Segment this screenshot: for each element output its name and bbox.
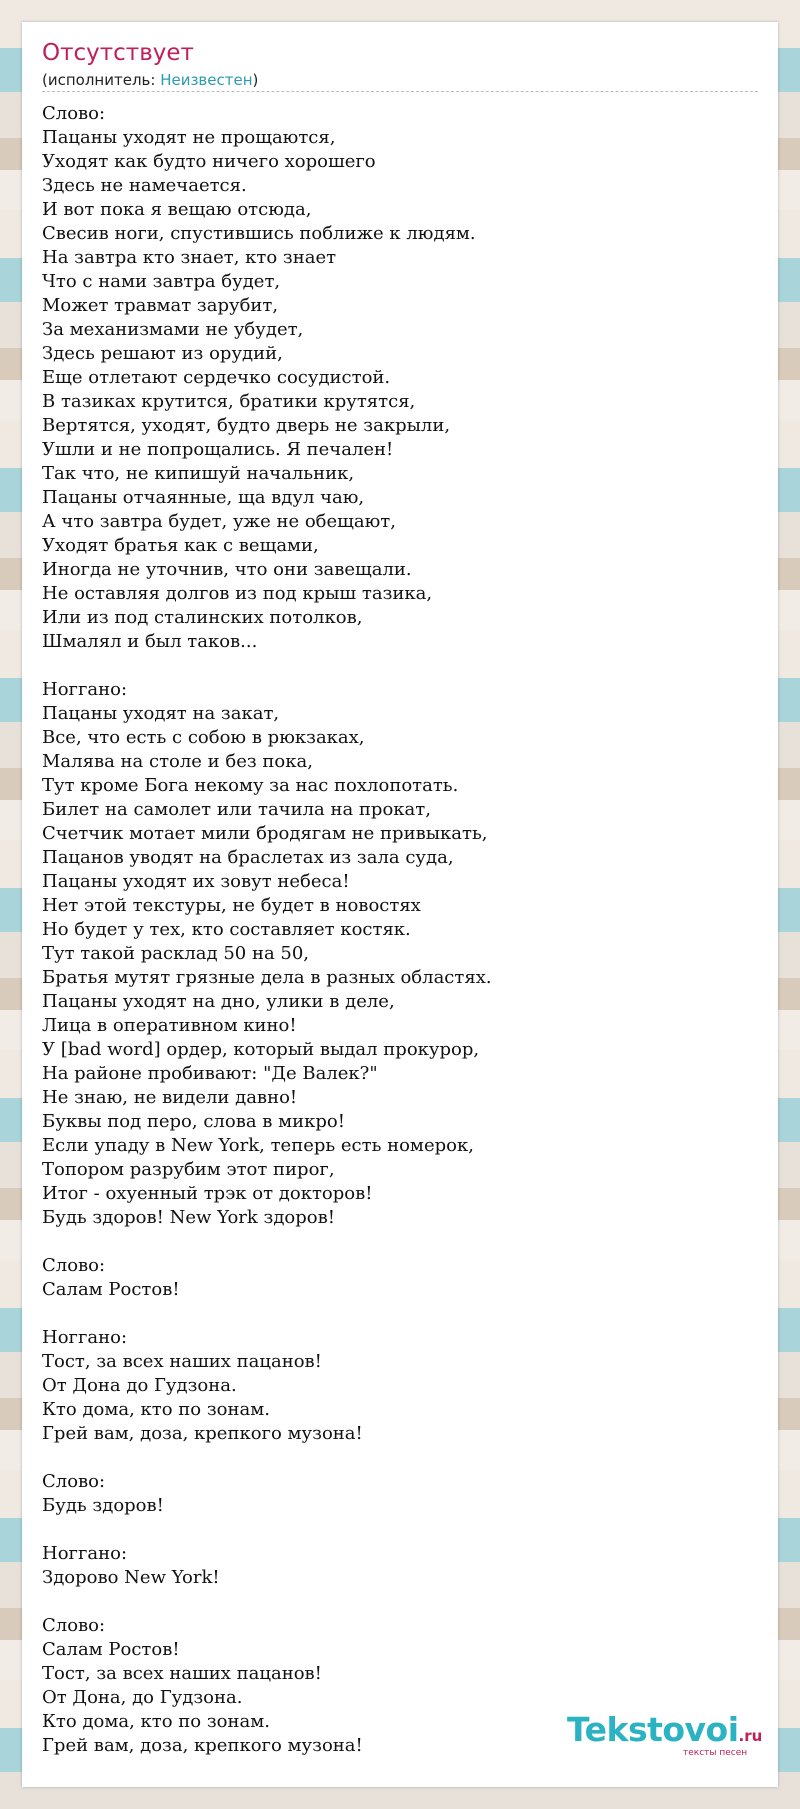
lyric-line: Ноггано:	[42, 1327, 128, 1348]
lyric-line: Вертятся, уходят, будто дверь не закрыли,	[42, 415, 451, 436]
lyric-line: Пацаны отчаянные, ща вдул чаю,	[42, 487, 365, 508]
lyric-line: Салам Ростов!	[42, 1639, 180, 1660]
lyric-line: Свесив ноги, спустившись поближе к людям.	[42, 223, 476, 244]
lyric-line: Слово:	[42, 1615, 106, 1636]
lyric-line: Может травмат зарубит,	[42, 295, 279, 316]
lyric-line: Пацаны уходят их зовут небеса!	[42, 871, 350, 892]
logo-tagline: тексты песен	[683, 1748, 748, 1758]
lyric-line: От Дона до Гудзона.	[42, 1375, 237, 1396]
lyric-line: От Дона, до Гудзона.	[42, 1687, 243, 1708]
lyric-line: Здесь не намечается.	[42, 175, 247, 196]
lyric-line: Тост, за всех наших пацанов!	[42, 1351, 322, 1372]
lyric-line: Малява на столе и без пока,	[42, 751, 313, 772]
lyric-line: Не оставляя долгов из под крыш тазика,	[42, 583, 433, 604]
lyric-line: Уходят как будто ничего хорошего	[42, 151, 376, 172]
lyric-line: Слово:	[42, 1471, 106, 1492]
lyric-line: Кто дома, кто по зонам.	[42, 1711, 270, 1732]
lyric-line: Но будет у тех, кто составляет костяк.	[42, 919, 411, 940]
lyric-line: Так что, не кипишуй начальник,	[42, 463, 355, 484]
lyric-line: Нет этой текстуры, не будет в новостях	[42, 895, 421, 916]
lyric-line: Ноггано:	[42, 679, 128, 700]
lyric-line: Будь здоров!	[42, 1495, 164, 1516]
artist-prefix: (исполнитель:	[42, 71, 161, 89]
lyric-line	[42, 1446, 752, 1470]
lyric-line: И вот пока я вещаю отсюда,	[42, 199, 312, 220]
lyric-line	[42, 1518, 752, 1542]
lyric-line: Пацаны уходят на закат,	[42, 703, 280, 724]
lyric-line: Шмалял и был таков...	[42, 631, 258, 652]
lyric-line: А что завтра будет, уже не обещают,	[42, 511, 396, 532]
lyric-line: Если упаду в New York, теперь есть номерок,	[42, 1135, 474, 1156]
lyric-line: Пацаны уходят не прощаются,	[42, 127, 336, 148]
lyric-line: Что с нами завтра будет,	[42, 271, 281, 292]
lyric-line: Грей вам, доза, крепкого музона!	[42, 1423, 363, 1444]
lyric-line: Слово:	[42, 103, 106, 124]
title-divider	[42, 91, 758, 92]
lyric-line	[42, 1590, 752, 1614]
artist-suffix: )	[252, 71, 259, 89]
lyric-line: Ушли и не попрощались. Я печален!	[42, 439, 394, 460]
lyric-line: В тазиках крутится, братики крутятся,	[42, 391, 416, 412]
lyric-line: Грей вам, доза, крепкого музона!	[42, 1735, 363, 1756]
logo-name: Tekstovoi	[567, 1710, 739, 1749]
lyric-line: Будь здоров! New York здоров!	[42, 1207, 335, 1228]
artist-line	[42, 71, 258, 89]
lyric-line: Все, что есть с собою в рюкзаках,	[42, 727, 365, 748]
lyrics-text	[42, 102, 752, 1758]
lyric-line: На завтра кто знает, кто знает	[42, 247, 337, 268]
lyric-line	[42, 654, 752, 678]
lyric-line: У [bad word] ордер, который выдал прокурор,	[42, 1039, 480, 1060]
lyric-line: Здесь решают из орудий,	[42, 343, 283, 364]
lyric-line: Пацанов уводят на браслетах из зала суда,	[42, 847, 454, 868]
lyric-line: Здорово New York!	[42, 1567, 220, 1588]
song-title: Отсутствует	[42, 40, 194, 66]
lyric-line: Уходят братья как с вещами,	[42, 535, 319, 556]
site-logo[interactable]	[567, 1710, 763, 1758]
lyric-line: За механизмами не убудет,	[42, 319, 304, 340]
lyric-line: Тут кроме Бога некому за нас похлопотать.	[42, 775, 459, 796]
lyric-line: Не знаю, не видели давно!	[42, 1087, 298, 1108]
lyric-line: Билет на самолет или тачила на прокат,	[42, 799, 431, 820]
lyric-line: Братья мутят грязные дела в разных областях.	[42, 967, 492, 988]
lyric-line	[42, 1230, 752, 1254]
lyric-line: Буквы под перо, слова в микро!	[42, 1111, 345, 1132]
lyric-line: Топором разрубим этот пирог,	[42, 1159, 335, 1180]
lyrics-card	[22, 22, 778, 1787]
lyric-line: Итог - охуенный трэк от докторов!	[42, 1183, 373, 1204]
lyric-line	[42, 1302, 752, 1326]
artist-link[interactable]: Неизвестен	[160, 71, 253, 89]
lyric-line: Салам Ростов!	[42, 1279, 180, 1300]
lyric-line: Ноггано:	[42, 1543, 128, 1564]
lyric-line: Или из под сталинских потолков,	[42, 607, 363, 628]
lyric-line: Пацаны уходят на дно, улики в деле,	[42, 991, 395, 1012]
lyric-line: Еще отлетают сердечко сосудистой.	[42, 367, 391, 388]
lyric-line: Тут такой расклад 50 на 50,	[42, 943, 310, 964]
lyric-line: На районе пробивают: "Де Валек?"	[42, 1063, 378, 1084]
lyric-line: Счетчик мотает мили бродягам не привыкать,	[42, 823, 488, 844]
logo-tld: .ru	[738, 1727, 763, 1745]
lyric-line: Иногда не уточнив, что они завещали.	[42, 559, 412, 580]
lyric-line: Лица в оперативном кино!	[42, 1015, 297, 1036]
lyric-line: Слово:	[42, 1255, 106, 1276]
lyric-line: Тост, за всех наших пацанов!	[42, 1663, 322, 1684]
lyric-line: Кто дома, кто по зонам.	[42, 1399, 270, 1420]
